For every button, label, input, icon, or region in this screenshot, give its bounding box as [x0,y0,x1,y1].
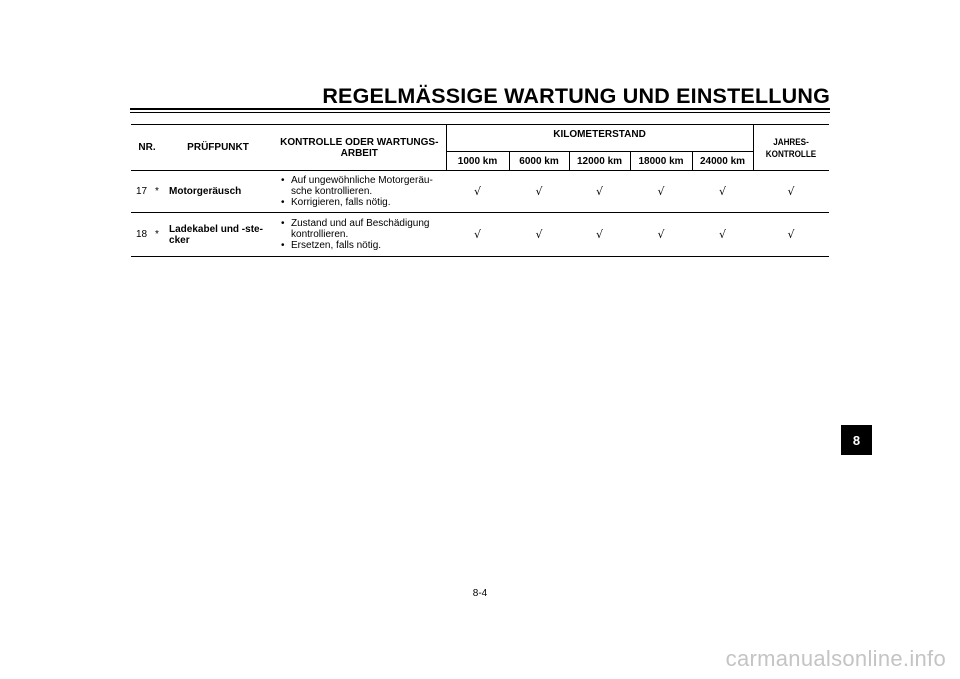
row-star: * [155,229,159,240]
row-work [273,213,446,257]
work-step: • Korrigieren, falls nötig. [279,197,442,208]
header-mileage: KILOMETERSTAND [446,125,753,152]
check-mark: √ [535,185,543,198]
row-star: * [155,186,159,197]
row-number: 18 [136,229,148,240]
header-km-4: 18000 km [630,152,692,171]
header-km-2: 6000 km [509,152,569,171]
check-mark: √ [535,228,543,241]
row-item: Ladekabel und -ste-cker [169,223,263,246]
page-title: REGELMÄSSIGE WARTUNG UND EINSTELLUNG [322,84,830,108]
check-mark: √ [719,185,727,198]
maintenance-schedule-table [131,124,829,257]
table-row [131,171,829,213]
header-yearly [753,125,829,171]
header-row [131,125,829,152]
header-work-line1: KONTROLLE ODER WARTUNGS- [280,136,439,148]
header-km-5: 24000 km [692,152,753,171]
header-work-line2: ARBEIT [340,147,378,159]
page-number: 8-4 [472,588,488,599]
check-mark: √ [596,185,604,198]
chapter-tab: 8 [841,425,872,455]
check-mark: √ [787,185,795,198]
header-work [273,125,446,171]
check-mark: √ [719,228,727,241]
watermark: carmanualsonline.info [725,646,946,671]
row-work [273,171,446,213]
title-rule-thin [130,112,830,113]
header-km-3: 12000 km [569,152,630,171]
row-item: Motorgeräusch [169,186,242,197]
header-nr: NR. [131,125,163,171]
check-mark: √ [474,185,482,198]
check-mark: √ [787,228,795,241]
header-yearly-line1: JAHRES- [773,136,810,147]
header-km-1: 1000 km [446,152,509,171]
header-yearly-line2: KONTROLLE [766,148,817,159]
title-rule-thick [130,108,830,110]
work-step: • Zustand und auf Beschädigung kontrollieren. [279,218,442,240]
check-mark: √ [474,228,482,241]
check-mark: √ [657,185,665,198]
check-mark: √ [657,228,665,241]
check-mark: √ [596,228,604,241]
header-item [163,125,273,171]
header-item-label: PRÜFPUNKT [187,142,249,153]
row-number: 17 [136,186,148,197]
table-row [131,213,829,257]
work-step: • Ersetzen, falls nötig. [279,240,442,251]
work-step: • Auf ungewöhnliche Motorgeräu-sche kontrollieren. [279,175,442,197]
